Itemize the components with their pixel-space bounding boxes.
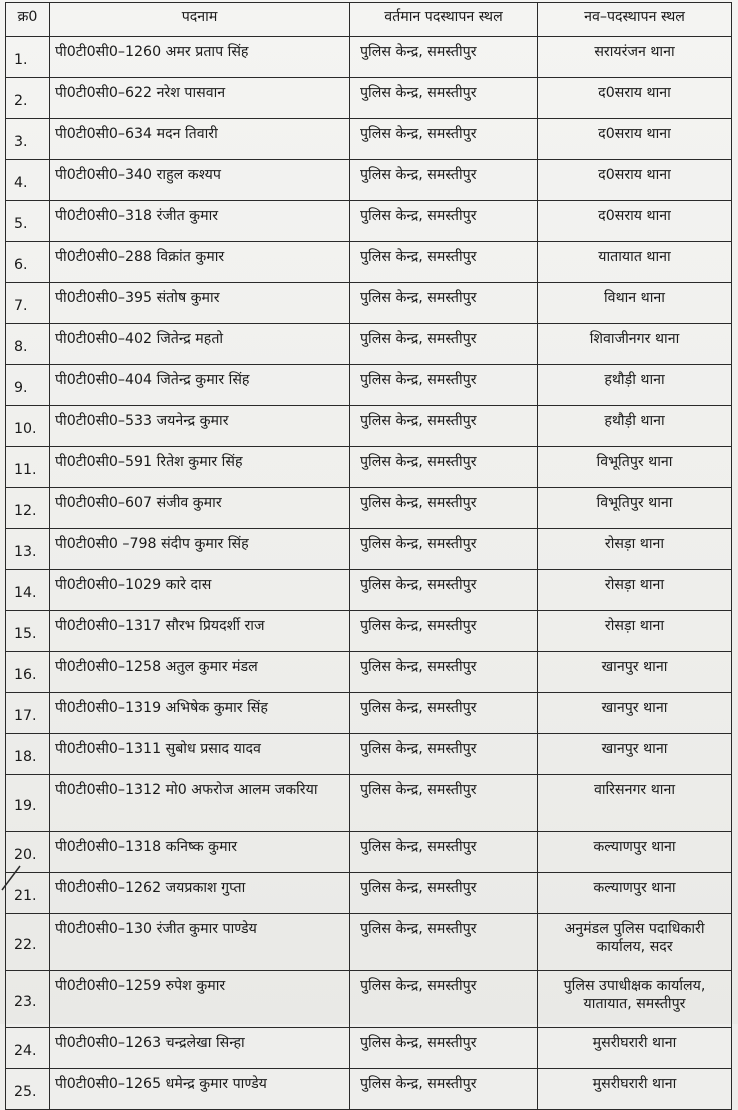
table-row	[6, 529, 732, 570]
serial-cell: 17.	[6, 693, 50, 734]
designation-cell: पी0टी0सी0–1263 चन्द्रलेखा सिन्हा	[50, 1028, 350, 1069]
serial-cell: 15.	[6, 611, 50, 652]
current-posting-cell: पुलिस केन्द्र, समस्तीपुर	[350, 37, 538, 78]
new-posting-cell: अनुमंडल पुलिस पदाधिकारी कार्यालय, सदर	[538, 914, 732, 971]
current-posting-cell: पुलिस केन्द्र, समस्तीपुर	[350, 529, 538, 570]
current-posting-cell: पुलिस केन्द्र, समस्तीपुर	[350, 201, 538, 242]
serial-cell: 19.	[6, 775, 50, 832]
table-body	[6, 37, 732, 1110]
table-row	[6, 37, 732, 78]
serial-cell: 2.	[6, 78, 50, 119]
current-posting-cell: पुलिस केन्द्र, समस्तीपुर	[350, 406, 538, 447]
new-posting-cell: रोसड़ा थाना	[538, 570, 732, 611]
table-row	[6, 447, 732, 488]
table-header-row	[6, 3, 732, 37]
serial-cell: 25.	[6, 1069, 50, 1110]
serial-cell: 3.	[6, 119, 50, 160]
current-posting-cell: पुलिस केन्द्र, समस्तीपुर	[350, 324, 538, 365]
serial-cell: 24.	[6, 1028, 50, 1069]
table-row	[6, 1069, 732, 1110]
designation-cell: पी0टी0सी0–1312 मो0 अफरोज आलम जकरिया	[50, 775, 350, 832]
current-posting-cell: पुलिस केन्द्र, समस्तीपुर	[350, 78, 538, 119]
designation-cell: पी0टी0सी0–591 रितेश कुमार सिंह	[50, 447, 350, 488]
designation-cell: पी0टी0सी0–1311 सुबोध प्रसाद यादव	[50, 734, 350, 775]
serial-cell: 12.	[6, 488, 50, 529]
serial-cell: 4.	[6, 160, 50, 201]
new-posting-cell: खानपुर थाना	[538, 693, 732, 734]
new-posting-cell: कल्याणपुर थाना	[538, 873, 732, 914]
serial-cell: 16.	[6, 652, 50, 693]
designation-cell: पी0टी0सी0–1318 कनिष्क कुमार	[50, 832, 350, 873]
table-row	[6, 160, 732, 201]
designation-cell: पी0टी0सी0–1259 रुपेश कुमार	[50, 971, 350, 1028]
table-row	[6, 78, 732, 119]
designation-cell: पी0टी0सी0–1029 कारे दास	[50, 570, 350, 611]
new-posting-cell: विथान थाना	[538, 283, 732, 324]
table-row	[6, 971, 732, 1028]
table-row	[6, 832, 732, 873]
table-row	[6, 406, 732, 447]
new-posting-cell: यातायात थाना	[538, 242, 732, 283]
new-posting-cell: मुसरीघरारी थाना	[538, 1028, 732, 1069]
table-row	[6, 242, 732, 283]
table-row	[6, 873, 732, 914]
table-row	[6, 365, 732, 406]
table-row	[6, 914, 732, 971]
designation-cell: पी0टी0सी0–533 जयनेन्द्र कुमार	[50, 406, 350, 447]
table-row	[6, 693, 732, 734]
current-posting-cell: पुलिस केन्द्र, समस्तीपुर	[350, 734, 538, 775]
current-posting-cell: पुलिस केन्द्र, समस्तीपुर	[350, 1028, 538, 1069]
posting-table	[5, 2, 732, 1110]
serial-cell: 21.	[6, 873, 50, 914]
current-posting-cell: पुलिस केन्द्र, समस्तीपुर	[350, 570, 538, 611]
serial-cell: 18.	[6, 734, 50, 775]
table-row	[6, 201, 732, 242]
current-posting-cell: पुलिस केन्द्र, समस्तीपुर	[350, 1069, 538, 1110]
serial-cell: 5.	[6, 201, 50, 242]
new-posting-cell: कल्याणपुर थाना	[538, 832, 732, 873]
header-new-posting: नव–पदस्थापन स्थल	[538, 3, 732, 37]
serial-cell: 13.	[6, 529, 50, 570]
designation-cell: पी0टी0सी0–634 मदन तिवारी	[50, 119, 350, 160]
serial-cell: 11.	[6, 447, 50, 488]
header-current-posting: वर्तमान पदस्थापन स्थल	[350, 3, 538, 37]
current-posting-cell: पुलिस केन्द्र, समस्तीपुर	[350, 873, 538, 914]
designation-cell: पी0टी0सी0–288 विक्रांत कुमार	[50, 242, 350, 283]
serial-cell: 1.	[6, 37, 50, 78]
designation-cell: पी0टी0सी0–340 राहुल कश्यप	[50, 160, 350, 201]
table-row	[6, 611, 732, 652]
serial-cell: 20.	[6, 832, 50, 873]
table-row	[6, 283, 732, 324]
designation-cell: पी0टी0सी0–1317 सौरभ प्रियदर्शी राज	[50, 611, 350, 652]
serial-cell: 14.	[6, 570, 50, 611]
new-posting-cell: वारिसनगर थाना	[538, 775, 732, 832]
current-posting-cell: पुलिस केन्द्र, समस्तीपुर	[350, 652, 538, 693]
designation-cell: पी0टी0सी0–622 नरेश पासवान	[50, 78, 350, 119]
new-posting-cell: द0सराय थाना	[538, 201, 732, 242]
new-posting-cell: रोसड़ा थाना	[538, 611, 732, 652]
new-posting-cell: हथौड़ी थाना	[538, 365, 732, 406]
new-posting-cell: द0सराय थाना	[538, 78, 732, 119]
table-row	[6, 652, 732, 693]
designation-cell: पी0टी0सी0–1319 अभिषेक कुमार सिंह	[50, 693, 350, 734]
current-posting-cell: पुलिस केन्द्र, समस्तीपुर	[350, 971, 538, 1028]
new-posting-cell: रोसड़ा थाना	[538, 529, 732, 570]
new-posting-cell: हथौड़ी थाना	[538, 406, 732, 447]
designation-cell: पी0टी0सी0–1262 जयप्रकाश गुप्ता	[50, 873, 350, 914]
new-posting-cell: मुसरीघरारी थाना	[538, 1069, 732, 1110]
current-posting-cell: पुलिस केन्द्र, समस्तीपुर	[350, 242, 538, 283]
header-serial: क्र0	[6, 3, 50, 37]
pen-mark	[0, 862, 24, 892]
table-row	[6, 775, 732, 832]
current-posting-cell: पुलिस केन्द्र, समस्तीपुर	[350, 160, 538, 201]
designation-cell: पी0टी0सी0 –798 संदीप कुमार सिंह	[50, 529, 350, 570]
designation-cell: पी0टी0सी0–1265 धमेन्द्र कुमार पाण्डेय	[50, 1069, 350, 1110]
new-posting-cell: विभूतिपुर थाना	[538, 488, 732, 529]
designation-cell: पी0टी0सी0–318 रंजीत कुमार	[50, 201, 350, 242]
serial-cell: 10.	[6, 406, 50, 447]
current-posting-cell: पुलिस केन्द्र, समस्तीपुर	[350, 693, 538, 734]
table-row	[6, 570, 732, 611]
current-posting-cell: पुलिस केन्द्र, समस्तीपुर	[350, 447, 538, 488]
designation-cell: पी0टी0सी0–395 संतोष कुमार	[50, 283, 350, 324]
serial-cell: 22.	[6, 914, 50, 971]
new-posting-cell: खानपुर थाना	[538, 652, 732, 693]
new-posting-cell: खानपुर थाना	[538, 734, 732, 775]
new-posting-cell: द0सराय थाना	[538, 160, 732, 201]
table-row	[6, 734, 732, 775]
serial-cell: 8.	[6, 324, 50, 365]
header-designation: पदनाम	[50, 3, 350, 37]
new-posting-cell: शिवाजीनगर थाना	[538, 324, 732, 365]
new-posting-cell: विभूतिपुर थाना	[538, 447, 732, 488]
current-posting-cell: पुलिस केन्द्र, समस्तीपुर	[350, 365, 538, 406]
table-row	[6, 324, 732, 365]
designation-cell: पी0टी0सी0–1260 अमर प्रताप सिंह	[50, 37, 350, 78]
designation-cell: पी0टी0सी0–130 रंजीत कुमार पाण्डेय	[50, 914, 350, 971]
new-posting-cell: सरायरंजन थाना	[538, 37, 732, 78]
designation-cell: पी0टी0सी0–404 जितेन्द्र कुमार सिंह	[50, 365, 350, 406]
current-posting-cell: पुलिस केन्द्र, समस्तीपुर	[350, 914, 538, 971]
serial-cell: 6.	[6, 242, 50, 283]
current-posting-cell: पुलिस केन्द्र, समस्तीपुर	[350, 283, 538, 324]
current-posting-cell: पुलिस केन्द्र, समस्तीपुर	[350, 119, 538, 160]
table-row	[6, 488, 732, 529]
designation-cell: पी0टी0सी0–402 जितेन्द्र महतो	[50, 324, 350, 365]
current-posting-cell: पुलिस केन्द्र, समस्तीपुर	[350, 488, 538, 529]
serial-cell: 23.	[6, 971, 50, 1028]
new-posting-cell: द0सराय थाना	[538, 119, 732, 160]
table-row	[6, 1028, 732, 1069]
new-posting-cell: पुलिस उपाधीक्षक कार्यालय, यातायात, समस्तीपुर	[538, 971, 732, 1028]
current-posting-cell: पुलिस केन्द्र, समस्तीपुर	[350, 775, 538, 832]
current-posting-cell: पुलिस केन्द्र, समस्तीपुर	[350, 832, 538, 873]
designation-cell: पी0टी0सी0–607 संजीव कुमार	[50, 488, 350, 529]
serial-cell: 7.	[6, 283, 50, 324]
designation-cell: पी0टी0सी0–1258 अतुल कुमार मंडल	[50, 652, 350, 693]
serial-cell: 9.	[6, 365, 50, 406]
current-posting-cell: पुलिस केन्द्र, समस्तीपुर	[350, 611, 538, 652]
table-row	[6, 119, 732, 160]
